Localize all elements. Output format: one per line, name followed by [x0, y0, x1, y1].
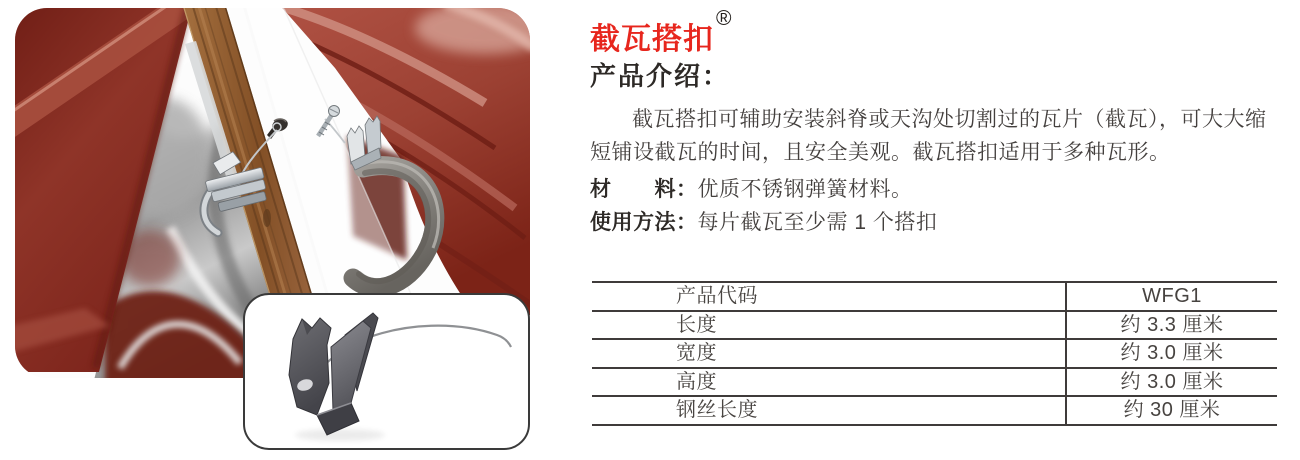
clip-product-illustration — [245, 295, 527, 447]
table-row — [592, 282, 1277, 311]
section-heading: 产品介绍： — [590, 61, 731, 91]
steel-wire — [299, 326, 511, 398]
usage-spec — [590, 207, 1300, 238]
clip-shadow — [295, 429, 385, 441]
spec-value-cell: 约 3.3 厘米 — [1120, 313, 1224, 336]
spec-label-cell: 产品代码 — [592, 282, 1066, 311]
material-label: 材 料： — [590, 178, 698, 201]
registered-trademark: ® — [716, 7, 733, 30]
spec-table — [592, 281, 1277, 426]
spec-label-cell: 宽度 — [592, 339, 1066, 368]
intro-line-1: 截瓦搭扣可辅助安装斜脊或天沟处切割过的瓦片（截瓦），可大大缩 — [632, 108, 1267, 131]
table-row — [592, 339, 1277, 368]
product-inset-photo — [243, 293, 530, 450]
intro-line-2: 短铺设截瓦的时间，且安全美观。截瓦搭扣适用于多种瓦形。 — [590, 141, 1171, 164]
spec-label-cell: 钢丝长度 — [592, 396, 1066, 425]
table-row — [592, 368, 1277, 397]
material-value: 优质不锈钢弹簧材料。 — [697, 178, 913, 201]
product-title-text: 截瓦搭扣 — [590, 23, 714, 56]
table-row — [592, 311, 1277, 340]
spec-value-cell: 约 3.0 厘米 — [1120, 342, 1224, 364]
spec-value-cell: 约 3.0 厘米 — [1120, 370, 1224, 393]
spec-value-cell: 约 30 厘米 — [1123, 399, 1221, 421]
spec-value-cell: WFG1 — [1142, 285, 1202, 307]
table-row — [592, 396, 1277, 425]
product-title — [590, 7, 733, 59]
spec-label-cell: 长度 — [592, 311, 1066, 340]
usage-value: 每片截瓦至少需 1 个搭扣 — [697, 211, 938, 234]
usage-label: 使用方法： — [590, 211, 698, 234]
material-spec — [590, 174, 1300, 205]
spring-clip-product — [289, 313, 378, 435]
spec-label-cell: 高度 — [592, 368, 1066, 397]
